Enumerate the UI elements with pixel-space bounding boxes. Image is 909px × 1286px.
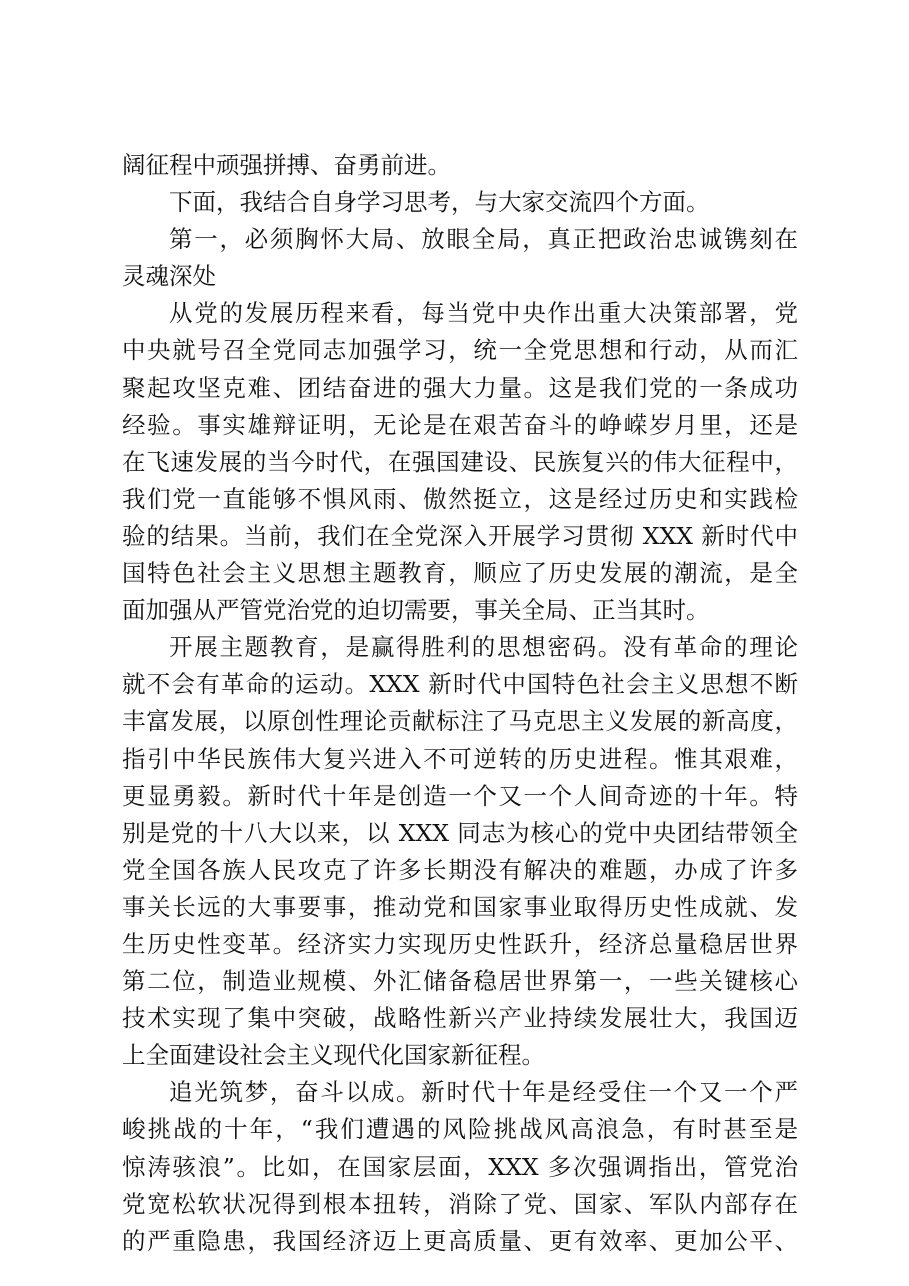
text-line: 阔征程中顽强拼搏、奋勇前进。 (122, 151, 451, 179)
text-line: 别是党的十八大以来，以 XXX 同志为核心的党中央团结带领全 (122, 818, 798, 847)
text-line: 就不会有革命的运动。XXX 新时代中国特色社会主义思想不断 (122, 670, 798, 699)
text-line: 党全国各族人民攻克了许多长期没有解决的难题，办成了许多 (122, 855, 798, 884)
text-line: 验的结果。当前，我们在全党深入开展学习贯彻 XXX 新时代中 (122, 521, 798, 550)
text-line: 党宽松软状况得到根本扭转，消除了党、国家、军队内部存在 (122, 1189, 798, 1218)
text-line: 追光筑梦，奋斗以成。新时代十年是经受住一个又一个严 (169, 1078, 798, 1107)
text-line: 上全面建设社会主义现代化国家新征程。 (122, 1041, 545, 1070)
text-line: 经验。事实雄辩证明，无论是在艰苦奋斗的峥嵘岁月里，还是 (122, 410, 798, 439)
text-line: 面加强从严管党治党的迫切需要，事关全局、正当其时。 (122, 596, 710, 625)
text-line: 下面，我结合自身学习思考，与大家交流四个方面。 (169, 188, 710, 217)
text-line: 峻挑战的十年，“我们遭遇的风险挑战风高浪急，有时甚至是 (122, 1115, 798, 1144)
text-line: 第二位，制造业规模、外汇储备稳居世界第一，一些关键核心 (122, 967, 798, 996)
text-line: 的严重隐患，我国经济迈上更高质量、更有效率、更加公平、 (122, 1226, 798, 1255)
text-line: 聚起攻坚克难、团结奋进的强大力量。这是我们党的一条成功 (122, 373, 798, 402)
text-line: 更显勇毅。新时代十年是创造一个又一个人间奇迹的十年。特 (122, 781, 798, 810)
text-line: 在飞速发展的当今时代，在强国建设、民族复兴的伟大征程中， (122, 447, 798, 476)
text-line: 生历史性变革。经济实力实现历史性跃升，经济总量稳居世界 (122, 929, 798, 958)
text-line: 指引中华民族伟大复兴进入不可逆转的历史进程。惟其艰难， (122, 744, 798, 773)
text-line: 第一，必须胸怀大局、放眼全局，真正把政治忠诚镌刻在 (169, 225, 798, 254)
text-line: 惊涛骇浪”。比如，在国家层面，XXX 多次强调指出，管党治 (122, 1152, 798, 1181)
text-line: 中央就号召全党同志加强学习，统一全党思想和行动，从而汇 (122, 336, 798, 365)
text-line: 技术实现了集中突破，战略性新兴产业持续发展壮大，我国迈 (122, 1004, 798, 1033)
text-line: 国特色社会主义思想主题教育，顺应了历史发展的潮流，是全 (122, 559, 798, 588)
text-line: 从党的发展历程来看，每当党中央作出重大决策部署，党 (169, 299, 798, 328)
text-line: 我们党一直能够不惧风雨、傲然挺立，这是经过历史和实践检 (122, 484, 798, 513)
text-line: 丰富发展，以原创性理论贡献标注了马克思主义发展的新高度， (122, 707, 798, 736)
text-line: 事关长远的大事要事，推动党和国家事业取得历史性成就、发 (122, 892, 798, 921)
text-line: 开展主题教育，是赢得胜利的思想密码。没有革命的理论 (169, 633, 798, 662)
text-line: 灵魂深处 (122, 262, 216, 291)
document-body (122, 147, 798, 1260)
